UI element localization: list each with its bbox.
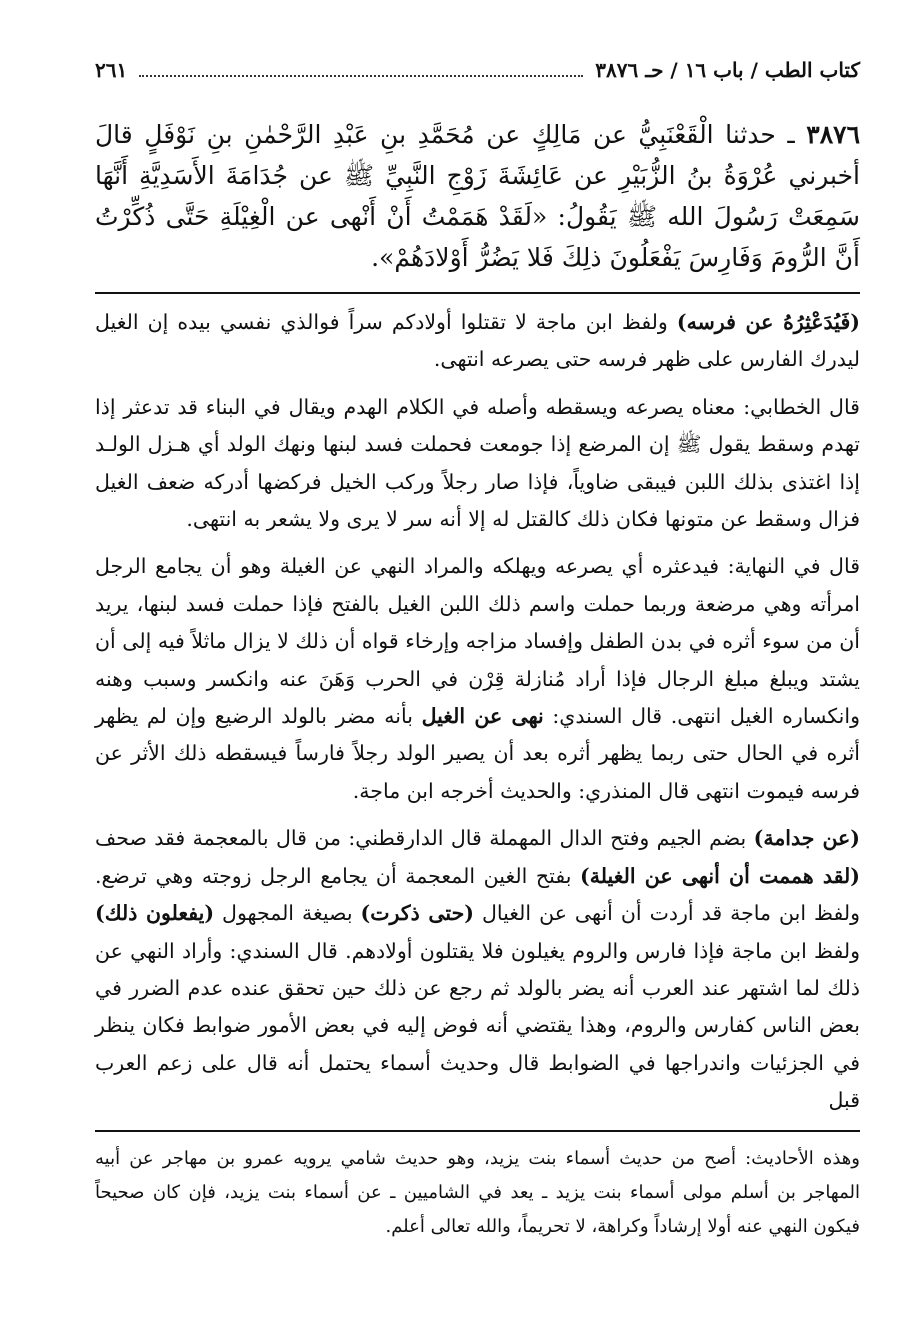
commentary-text: قال في النهاية: فيدعثره أي يصرعه ويهلكه والمراد النهي عن الغيلة وهو أن يجامع الرجل امرأته وهي مرضعة وربما حملت واسم ذلك اللبن الغيل بالفتح فإذا حملت فسد لبنها، يريد أن من سوء أثره في بدن الطفل وإفساد مزاجه وإرخاء قواه أن ذلك لا يزال ماثلاً فيه إلى أن يشتد ويبلغ مبلغ الرجال فإذا أراد مُنازلة قِرْن في الحرب وَهَنَ عنه وانكسر وسبب وهنه وانكساره الغيل انتهى. قال السندي: [95, 554, 860, 729]
commentary [95, 304, 860, 1120]
commentary-term: نهى عن الغيل [421, 704, 544, 729]
footnote-separator-rule [95, 1130, 860, 1132]
footnote-text: وهذه الأحاديث: أصح من حديث أسماء بنت يزيد، وهو حديث شامي يرويه عمرو بن مهاجر عن أبيه المهاجر بن أسلم مولى أسماء بنت يزيد ـ يعد في الشاميين ـ عن أسماء بنت يزيد، فإن كان صحيحاً فيكون النهي عنه أولا إرشاداً وكراهة، لا تحريماً، والله تعالى أعلم. [95, 1147, 860, 1237]
footnote [95, 1142, 860, 1244]
running-title: كتاب الطب / باب ١٦ / حـ ٣٨٧٦ [595, 58, 860, 82]
commentary-paragraph-4 [95, 820, 860, 1119]
commentary-text: ولفظ ابن ماجة لا تقتلوا أولادكم سراً فوالذي نفسي بيده إن الغيل ليدرك الفارس على ظهر فرسه حتى يصرعه انتهى. [95, 310, 860, 372]
commentary-paragraph-3 [95, 548, 860, 810]
commentary-text: بضم الجيم وفتح الدال المهملة قال الدارقطني: من قال بالمعجمة فقد صحف [95, 826, 754, 851]
commentary-text: ولفظ ابن ماجة فإذا فارس والروم يغيلون فلا يقتلون أولادهم. قال السندي: وأراد النهي عن ذلك لما اشتهر عند العرب أنه يضر بالولد ثم رجع عن ذلك حين تحقق عنده عدم الضرر في بعض الناس كفارس والروم، وهذا يقتضي أنه فوض إليه في بعض الأمور ضوابط فكان ينظر في الجزئيات واندراجها في الضوابط قال وحديث أسماء يحتمل أنه قال على زعم العرب قبل [95, 938, 860, 1113]
commentary-paragraph-1 [95, 304, 860, 379]
page [95, 58, 860, 1244]
commentary-text: بفتح الغين المعجمة أن يجامع الرجل زوجته وهي ترضع. ولفظ ابن ماجة قد أردت أن أنهى عن الغيال [95, 863, 860, 926]
commentary-term: (فَيُدَعْثِرُهُ عن فرسه) [676, 310, 860, 334]
hadith-separator-rule [95, 292, 860, 294]
commentary-term: (لقد هممت أن أنهى عن الغيلة) [580, 863, 860, 888]
running-header [95, 58, 860, 92]
commentary-term: (حتى ذكرت) [360, 901, 474, 926]
commentary-term: (يفعلون ذلك) [95, 901, 215, 926]
hadith-text [95, 114, 860, 278]
header-leader-dots [139, 63, 583, 77]
page-number: ٢٦١ [95, 58, 128, 82]
commentary-text: بأنه مضر بالولد الرضيع وإن لم يظهر أثره في الحال حتى ربما يظهر أثره بعد أن يصير الولد رجلاً فارساً فيسقطه ذلك الأثر عن فرسه فيموت انتهى قال المنذري: والحديث أخرجه ابن ماجة. [95, 704, 860, 803]
hadith-number: ٣٨٧٦ [806, 120, 860, 149]
commentary-term: (عن جدامة) [753, 826, 860, 851]
commentary-text: بصيغة المجهول [214, 901, 361, 926]
hadith-body: ـ حدثنا الْقَعْنَبِيُّ عن مَالِكٍ عن مُحَمَّدِ بنِ عَبْدِ الرَّحْمٰنِ بنِ نَوْفَلٍ قالَ أخبرني عُرْوَةُ بنُ الزُّبَيْرِ عن عَائِشَةَ زَوْجِ النَّبِيِّ ﷺ عن جُدَامَةَ الأَسَدِيَّةِ أَنَّهَا سَمِعَتْ رَسُولَ الله ﷺ يَقُولُ: «لَقَدْ هَمَمْتُ أَنْ أَنْهى عن الْغِيْلَةِ حَتَّى ذُكِّرْتُ أَنَّ الرُّومَ وَفَارِسَ يَفْعَلُونَ ذلِكَ فَلا يَضُرُّ أَوْلادَهُمْ». [95, 120, 860, 272]
commentary-paragraph-2: قال الخطابي: معناه يصرعه ويسقطه وأصله في الكلام الهدم ويقال في البناء قد تدعثر إذا تهدم وسقط يقول ﷺ إن المرضع إذا جومعت فحملت فسد لبنها ونهك الولد أي هـزل الولـد إذا اغتذى بذلك اللبن فيبقى ضاوياً، فإذا صار رجلاً وركب الخيل فركضها أدركه ضعف الغيل فزال وسقط عن متونها فكان ذلك كالقتل له إلا أنه سر لا يرى ولا يشعر به انتهى. [95, 394, 860, 532]
